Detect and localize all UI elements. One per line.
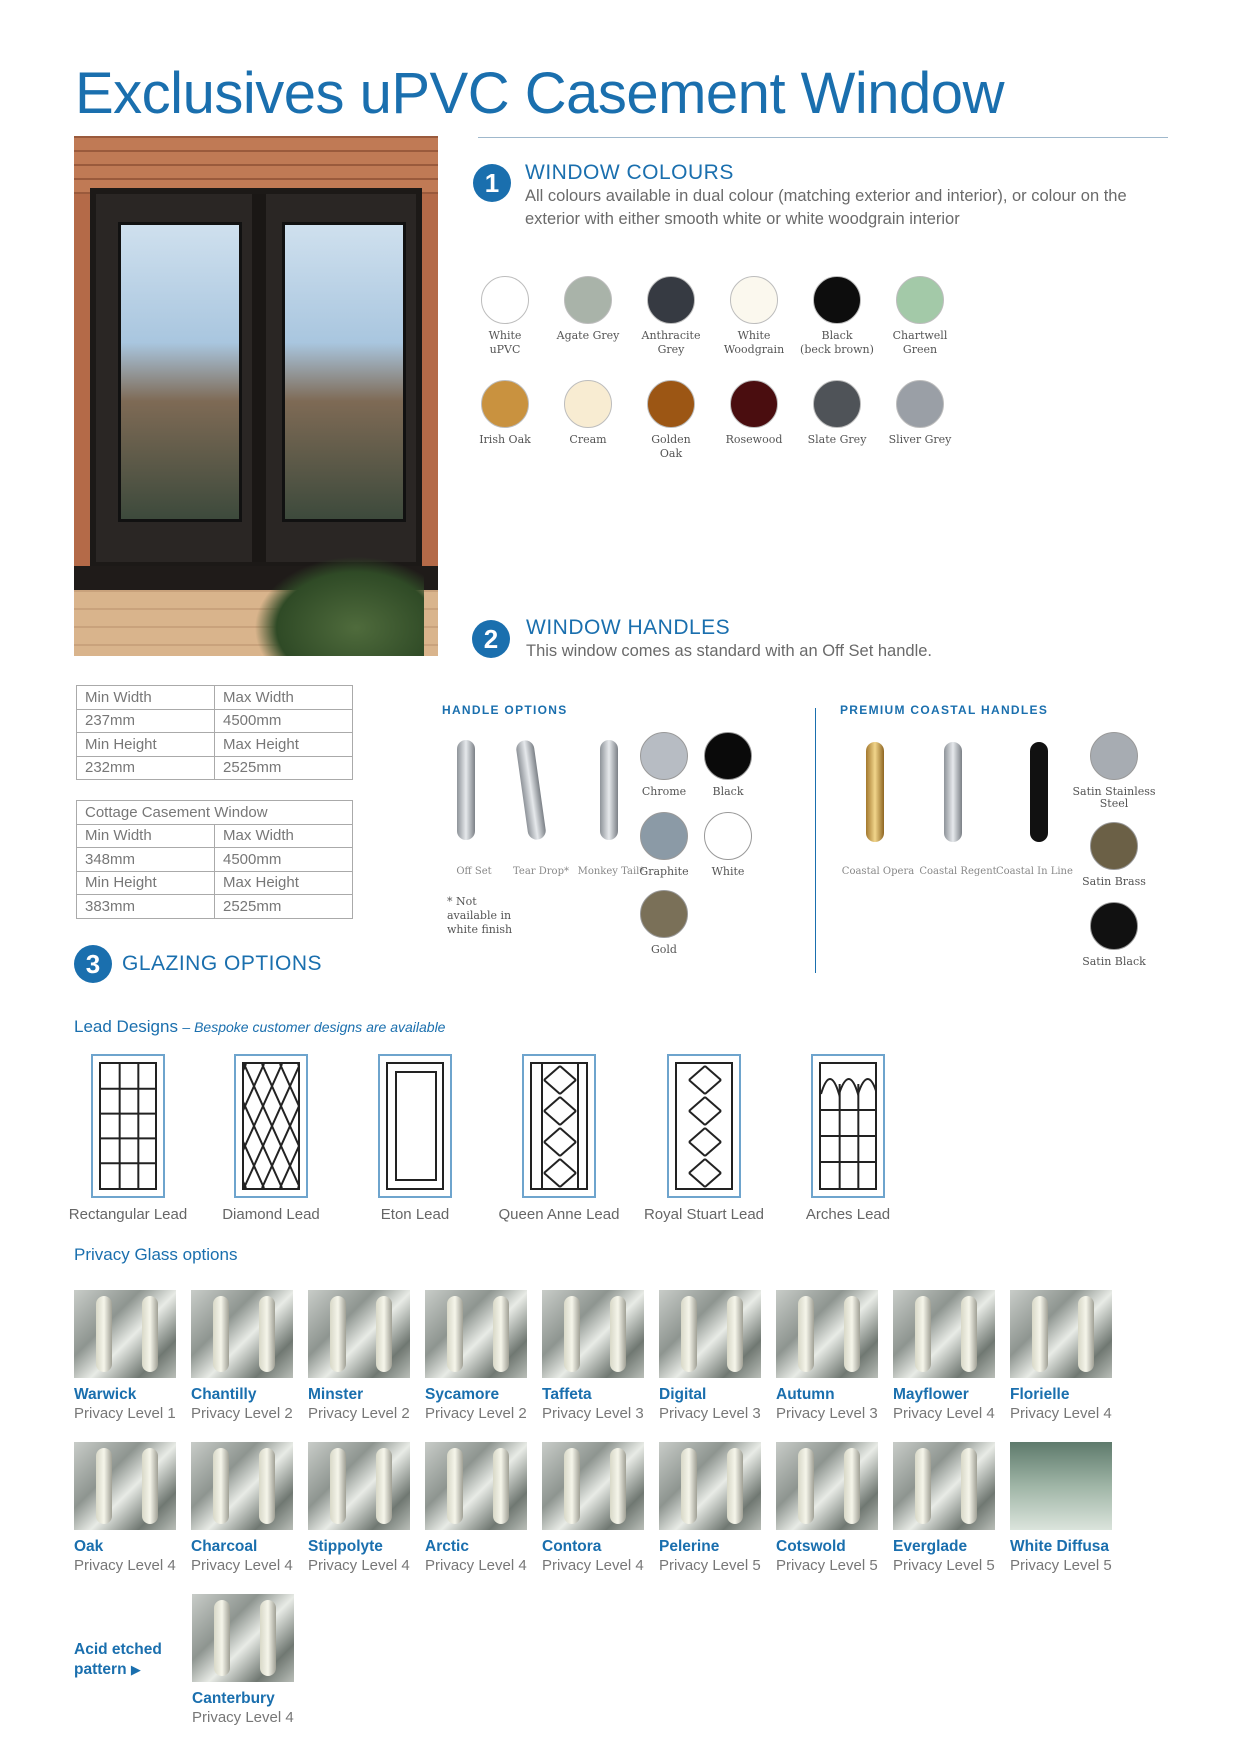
lead-pattern-drawing	[388, 1064, 444, 1188]
handle-label-off-set: Off Set	[456, 866, 492, 877]
dimension-row	[77, 709, 353, 733]
colour-swatch-chip	[647, 276, 695, 324]
lead-pattern	[675, 1062, 733, 1190]
lead-pattern	[530, 1062, 588, 1190]
glass-name: White Diffusa	[1010, 1538, 1110, 1555]
handle-footnote: * Not available in white finish	[447, 895, 513, 936]
dimensions-table	[76, 685, 353, 780]
colour-swatch-label	[855, 433, 985, 447]
finish-chip	[704, 732, 752, 780]
handle-label-tear-drop: Tear Drop*	[513, 866, 569, 877]
glass-level: Privacy Level 1	[74, 1405, 176, 1422]
glass-sample-image	[1010, 1290, 1112, 1378]
colour-swatch-chip	[813, 380, 861, 428]
lead-design-label: Diamond Lead	[222, 1206, 320, 1223]
finish-label: Satin Stainless Steel	[1072, 785, 1156, 810]
colour-name-line1: Cream	[569, 433, 607, 446]
colour-name-line2: Green	[902, 343, 938, 356]
lead-pattern-drawing	[101, 1064, 157, 1188]
title-rule	[478, 137, 1168, 138]
colour-name-line1: Chartwell	[892, 329, 948, 342]
finish-chip	[640, 812, 688, 860]
lead-design-label: Royal Stuart Lead	[643, 1206, 765, 1223]
colour-swatch-chip	[481, 276, 529, 324]
glass-tile[interactable]	[425, 1290, 527, 1422]
glass-sample-image	[308, 1442, 410, 1530]
page-title: Exclusives uPVC Casement Window	[75, 61, 1004, 126]
handle-label-monkey-tail: Monkey Tail*	[577, 866, 645, 877]
finish-label: White	[711, 865, 745, 878]
colour-swatch-chip	[647, 380, 695, 428]
colour-swatch-chip	[564, 380, 612, 428]
glass-level: Privacy Level 2	[425, 1405, 527, 1422]
lead-designs-heading: Lead Designs	[74, 1017, 178, 1036]
glass-sample-image	[776, 1442, 878, 1530]
finish-chip	[1090, 822, 1138, 870]
glass-tile[interactable]	[542, 1290, 644, 1422]
colours-description: All colours available in dual colour (matching exterior and interior), or colour on the exterior with either smooth white or white woodgrain interior	[525, 187, 1127, 228]
glass-name: Contora	[542, 1538, 602, 1555]
colour-swatch-chip	[730, 380, 778, 428]
privacy-glass-heading: Privacy Glass options	[74, 1245, 238, 1264]
lead-design-panel[interactable]	[234, 1054, 308, 1198]
lead-design-label: Arches Lead	[805, 1206, 891, 1223]
glass-name: Everglade	[893, 1538, 968, 1555]
glass-tile[interactable]	[659, 1442, 761, 1574]
lead-design-panel[interactable]	[811, 1054, 885, 1198]
dimension-cell: 2525mm	[215, 756, 353, 780]
colour-name-line1: Slate Grey	[807, 433, 867, 446]
glass-level: Privacy Level 4	[191, 1557, 293, 1574]
glass-name: Oak	[74, 1538, 104, 1555]
glass-tile[interactable]	[308, 1290, 410, 1422]
dimension-cell: 2525mm	[215, 895, 353, 919]
lead-pattern	[242, 1062, 300, 1190]
finish-label: Satin Brass	[1082, 875, 1146, 888]
finish-label: Gold	[651, 943, 677, 956]
lead-pattern	[386, 1062, 444, 1190]
finish-label: Graphite	[639, 865, 689, 878]
lead-design-panel[interactable]	[522, 1054, 596, 1198]
glass-tile[interactable]	[776, 1290, 878, 1422]
lead-pattern-drawing	[821, 1064, 877, 1188]
finish-chip	[640, 732, 688, 780]
dimension-row	[77, 895, 353, 919]
dimension-cell: Max Height	[215, 871, 353, 895]
glass-level: Privacy Level 3	[776, 1405, 878, 1422]
colours-heading: WINDOW COLOURS	[525, 161, 734, 184]
lead-pattern	[99, 1062, 157, 1190]
glass-name: Florielle	[1010, 1386, 1070, 1403]
glass-tile[interactable]	[542, 1442, 644, 1574]
premium-finish-swatch[interactable]	[1069, 732, 1159, 810]
glass-name: Canterbury	[192, 1690, 275, 1707]
dimension-cell: 348mm	[77, 848, 215, 872]
acid-etched-label	[74, 1640, 174, 1680]
glass-name: Charcoal	[191, 1538, 258, 1555]
coastal-regent-handle-image	[944, 742, 962, 842]
colour-name-line1: White	[737, 329, 771, 342]
glass-sample-image	[192, 1594, 294, 1682]
glass-level: Privacy Level 4	[192, 1709, 294, 1726]
glass-sample-image	[776, 1290, 878, 1378]
glazing-heading: GLAZING OPTIONS	[122, 952, 323, 975]
lead-design-label: Queen Anne Lead	[498, 1206, 620, 1223]
glass-name: Warwick	[74, 1386, 137, 1403]
colour-swatch-chip	[481, 380, 529, 428]
handle-options-heading: HANDLE OPTIONS	[442, 703, 568, 717]
glass-sample-image	[893, 1442, 995, 1530]
dimension-row	[77, 686, 353, 710]
colour-name-line1: Sliver Grey	[888, 433, 952, 446]
off-set-handle-image	[457, 740, 475, 840]
glass-sample-image	[1010, 1442, 1112, 1530]
colour-swatch-chip	[813, 276, 861, 324]
premium-label-in-line: Coastal In Line	[996, 866, 1073, 877]
dimension-cell: Max Width	[215, 686, 353, 710]
dimension-cell: Max Width	[215, 824, 353, 848]
section-1-badge: 1	[473, 164, 511, 202]
colour-name-line1: Agate Grey	[556, 329, 620, 342]
finish-chip	[640, 890, 688, 938]
lead-pattern-drawing	[244, 1064, 300, 1188]
lead-designs-title	[74, 1017, 445, 1037]
glass-tile[interactable]	[74, 1442, 176, 1574]
premium-finish-swatch[interactable]	[1069, 902, 1159, 968]
glass-sample-image	[191, 1442, 293, 1530]
premium-finish-swatch[interactable]	[1069, 822, 1159, 888]
glass-sample-image	[74, 1290, 176, 1378]
premium-label-regent: Coastal Regent	[919, 866, 997, 877]
finish-chip	[1090, 732, 1138, 780]
glass-tile[interactable]	[893, 1442, 995, 1574]
glass-tile-canterbury[interactable]	[192, 1594, 294, 1726]
cottage-dimensions-table	[76, 800, 353, 919]
colour-swatch-chip	[564, 276, 612, 324]
premium-label-opera: Coastal Opera	[841, 866, 915, 877]
glass-level: Privacy Level 4	[425, 1557, 527, 1574]
handles-heading: WINDOW HANDLES	[526, 616, 731, 639]
lead-design-panel[interactable]	[91, 1054, 165, 1198]
handle-finish-swatch[interactable]	[619, 890, 709, 956]
glass-level: Privacy Level 5	[776, 1557, 878, 1574]
finish-label: Black	[712, 785, 744, 798]
colour-name-line2: (beck brown)	[800, 343, 874, 356]
coastal-opera-handle-image	[866, 742, 884, 842]
colour-name-line2: Oak	[659, 447, 683, 460]
window-photo	[74, 136, 438, 656]
glass-name: Pelerine	[659, 1538, 720, 1555]
glass-level: Privacy Level 3	[542, 1405, 644, 1422]
lead-pattern	[819, 1062, 877, 1190]
lead-design-label: Rectangular Lead	[68, 1206, 188, 1223]
glass-name: Cotswold	[776, 1538, 846, 1555]
colour-swatch[interactable]	[855, 276, 985, 357]
dimension-cell: 237mm	[77, 709, 215, 733]
monkey-tail-handle-image	[600, 740, 618, 840]
glass-sample-image	[74, 1442, 176, 1530]
glass-level: Privacy Level 4	[542, 1557, 644, 1574]
glass-sample-image	[425, 1442, 527, 1530]
glass-sample-image	[542, 1290, 644, 1378]
dimension-row	[77, 756, 353, 780]
glass-name: Arctic	[425, 1538, 469, 1555]
lead-designs-note: – Bespoke customer designs are available	[182, 1019, 446, 1035]
dimension-cell: Min Height	[77, 733, 215, 757]
glass-level: Privacy Level 4	[74, 1557, 176, 1574]
finish-chip	[1090, 902, 1138, 950]
finish-chip	[704, 812, 752, 860]
dimension-cell: Min Height	[77, 871, 215, 895]
glass-name: Autumn	[776, 1386, 835, 1403]
glass-tile[interactable]	[191, 1290, 293, 1422]
lead-pattern-drawing	[677, 1064, 733, 1188]
glass-name: Chantilly	[191, 1386, 257, 1403]
section-3-badge: 3	[74, 945, 112, 983]
arrow-right-icon: ▶	[130, 1662, 141, 1677]
lead-design-panel[interactable]	[378, 1054, 452, 1198]
colour-swatch-chip	[896, 276, 944, 324]
colour-swatch[interactable]	[855, 380, 985, 447]
glass-sample-image	[893, 1290, 995, 1378]
glass-name: Sycamore	[425, 1386, 500, 1403]
lead-design-label: Eton Lead	[380, 1206, 450, 1223]
glass-tile[interactable]	[191, 1442, 293, 1574]
glass-level: Privacy Level 5	[659, 1557, 761, 1574]
glass-level: Privacy Level 4	[893, 1405, 995, 1422]
handles-divider	[815, 708, 816, 973]
tear-drop-handle-image	[515, 739, 547, 841]
glass-tile[interactable]	[308, 1442, 410, 1574]
dimension-row	[77, 733, 353, 757]
dimension-row	[77, 871, 353, 895]
dimension-cell: 383mm	[77, 895, 215, 919]
glass-level: Privacy Level 4	[1010, 1405, 1112, 1422]
glass-level: Privacy Level 3	[659, 1405, 761, 1422]
glass-name: Mayflower	[893, 1386, 969, 1403]
colour-name-line2: Woodgrain	[723, 343, 785, 356]
colour-name-line1: Rosewood	[725, 433, 783, 446]
lead-pattern-drawing	[532, 1064, 588, 1188]
glass-level: Privacy Level 5	[893, 1557, 995, 1574]
acid-etched-text: Acid etched pattern	[74, 1641, 162, 1678]
handle-finish-swatch[interactable]	[683, 732, 773, 798]
dimension-cell: Max Height	[215, 733, 353, 757]
glass-sample-image	[425, 1290, 527, 1378]
handle-finish-swatch[interactable]	[683, 812, 773, 878]
coastal-in-line-handle-image	[1030, 742, 1048, 842]
glass-tile[interactable]	[659, 1290, 761, 1422]
lead-design-panel[interactable]	[667, 1054, 741, 1198]
colour-name-line1: Black	[821, 329, 853, 342]
glass-sample-image	[542, 1442, 644, 1530]
glass-level: Privacy Level 5	[1010, 1557, 1112, 1574]
dimension-cell: 4500mm	[215, 709, 353, 733]
colour-name-line1: Anthracite	[641, 329, 701, 342]
glass-name: Digital	[659, 1386, 707, 1403]
colour-name-line1: Golden	[651, 433, 691, 446]
cottage-title: Cottage Casement Window	[77, 801, 353, 825]
glass-tile[interactable]	[776, 1442, 878, 1574]
colour-name-line1: Irish Oak	[479, 433, 531, 446]
glass-sample-image	[308, 1290, 410, 1378]
glass-tile[interactable]	[1010, 1290, 1112, 1422]
glass-level: Privacy Level 4	[308, 1557, 410, 1574]
glass-tile[interactable]	[893, 1290, 995, 1422]
glass-name: Taffeta	[542, 1386, 592, 1403]
finish-label: Satin Black	[1082, 955, 1146, 968]
premium-handles-heading: PREMIUM COASTAL HANDLES	[840, 703, 1049, 717]
colour-name-line2: uPVC	[489, 343, 521, 356]
colour-swatch-chip	[730, 276, 778, 324]
section-2-badge: 2	[472, 620, 510, 658]
glass-sample-image	[659, 1442, 761, 1530]
glass-tile[interactable]	[1010, 1442, 1112, 1574]
dimension-row	[77, 848, 353, 872]
dimension-cell: 232mm	[77, 756, 215, 780]
dimension-cell: Min Width	[77, 686, 215, 710]
glass-sample-image	[659, 1290, 761, 1378]
glass-name: Minster	[308, 1386, 364, 1403]
glass-tile[interactable]	[425, 1442, 527, 1574]
dimension-cell: 4500mm	[215, 848, 353, 872]
colour-name-line2: Grey	[657, 343, 685, 356]
glass-sample-image	[191, 1290, 293, 1378]
dimension-cell: Min Width	[77, 824, 215, 848]
glass-name: Stippolyte	[308, 1538, 383, 1555]
handles-description: This window comes as standard with an Off Set handle.	[526, 642, 932, 660]
finish-label: Chrome	[641, 785, 687, 798]
glass-level: Privacy Level 2	[308, 1405, 410, 1422]
glass-level: Privacy Level 2	[191, 1405, 293, 1422]
colour-swatch-label	[855, 329, 985, 357]
colour-swatch-chip	[896, 380, 944, 428]
glass-tile[interactable]	[74, 1290, 176, 1422]
colour-name-line1: White	[488, 329, 522, 342]
dimension-row	[77, 824, 353, 848]
